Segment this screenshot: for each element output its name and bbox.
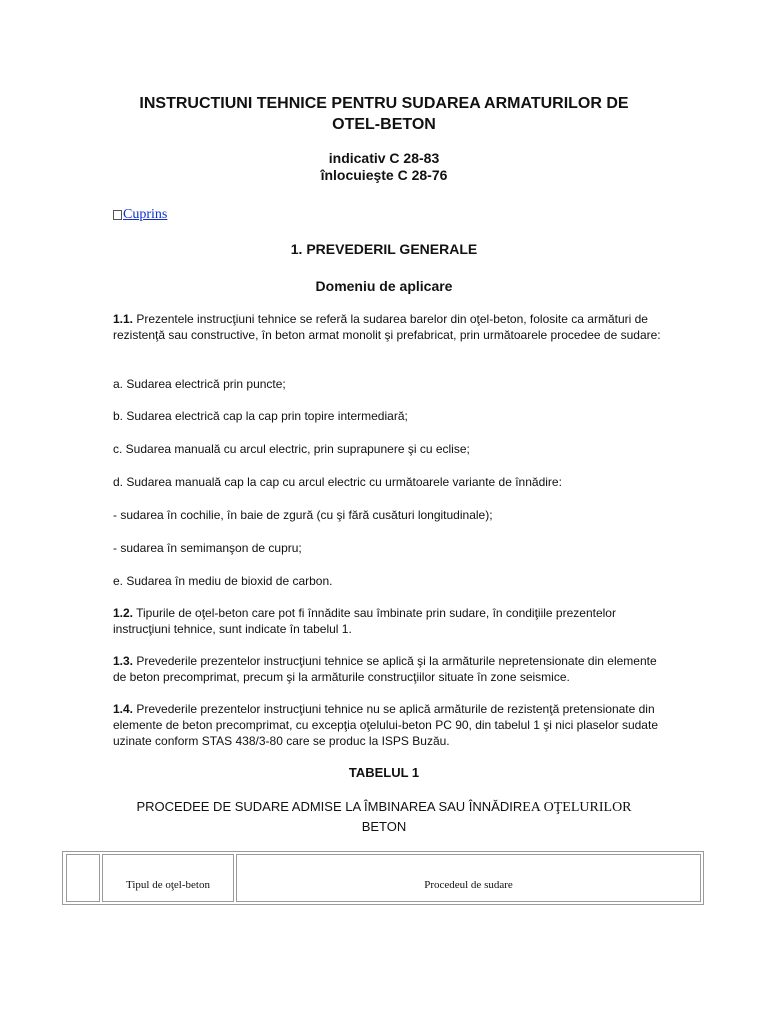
paragraph-text: Tipurile de oţel-beton care pot fi înnădite sau îmbinate prin sudare, în condiţiile prezentelor instrucţiuni tehnice, sunt indicate în tabelul 1. xyxy=(113,606,616,636)
paragraph-number: 1.1. xyxy=(113,312,134,326)
document-subtitle xyxy=(84,150,684,184)
list-item-e: e. Sudarea în mediu de bioxid de carbon. xyxy=(113,574,333,588)
table-caption-line-1 xyxy=(84,797,684,817)
list-item-c: c. Sudarea manuală cu arcul electric, prin suprapunere şi cu eclise; xyxy=(113,442,470,456)
list-item-d: d. Sudarea manuală cap la cap cu arcul electric cu următoarele variante de înnădire: xyxy=(113,475,562,489)
paragraph-1-3 xyxy=(113,653,673,685)
paragraph-1-1 xyxy=(113,311,673,343)
data-table xyxy=(62,851,704,905)
table-caption-part-b: EA OŢELURILOR xyxy=(522,800,632,815)
table-title: TABELUL 1 xyxy=(348,765,420,780)
title-line-2: OTEL-BETON xyxy=(332,116,436,133)
list-item-d-1: - sudarea în cochilie, în baie de zgură (cu şi fără cusături longitudinale); xyxy=(113,508,493,522)
table-caption xyxy=(84,797,684,836)
table-caption-line-2: BETON xyxy=(361,819,407,834)
paragraph-text: Prezentele instrucţiuni tehnice se referă la sudarea barelor din oţel-beton, folosite ca armături de rezistenţă sau constructive, în beton armat monolit şi prefabricat, prin următoarele procedee de sudare: xyxy=(113,312,661,342)
list-item-b: b. Sudarea electrică cap la cap prin topire intermediară; xyxy=(113,409,408,423)
broken-image-icon xyxy=(113,210,122,220)
title-line-1: INSTRUCTIUNI TEHNICE PENTRU SUDAREA ARMATURILOR DE xyxy=(139,95,629,112)
table-header-cell: Tipul de oţel-beton xyxy=(102,854,234,902)
subsection-title: Domeniu de aplicare xyxy=(315,278,453,294)
replaces-line: înlocuieşte C 28-76 xyxy=(320,167,448,183)
section-title: 1. PREVEDERIL GENERALE xyxy=(290,241,478,257)
indicativ-line: indicativ C 28-83 xyxy=(328,150,440,166)
document-title xyxy=(84,93,684,135)
toc-link-row xyxy=(113,207,167,223)
paragraph-number: 1.4. xyxy=(113,702,134,716)
list-item-a: a. Sudarea electrică prin puncte; xyxy=(113,377,286,391)
paragraph-number: 1.2. xyxy=(113,606,134,620)
paragraph-1-2 xyxy=(113,605,673,637)
table-caption-part-a: PROCEDEE DE SUDARE ADMISE LA ÎMBINAREA SAU ÎNNĂDIR xyxy=(136,799,523,814)
paragraph-text: Prevederile prezentelor instrucţiuni tehnice nu se aplică armăturile de rezistenţă pretensionate din elemente de beton precomprimat, cu excepţia oţelului-beton PC 90, din tabelul 1 şi nici plaselor sudate uzinate conform STAS 438/3-80 care se produc la ISPS Buzău. xyxy=(113,702,658,748)
paragraph-number: 1.3. xyxy=(113,654,134,668)
paragraph-text: Prevederile prezentelor instrucţiuni tehnice se aplică şi la armăturile nepretensionate din elemente de beton precomprimat, precum şi la armăturile construcţiilor situate în zone seismice. xyxy=(113,654,657,684)
table-header-cell: Procedeul de sudare xyxy=(236,854,701,902)
list-item-d-2: - sudarea în semimanşon de cupru; xyxy=(113,541,302,555)
paragraph-1-4 xyxy=(113,701,673,749)
toc-link[interactable]: Cuprins xyxy=(123,207,168,222)
table-header-cell xyxy=(66,854,100,902)
